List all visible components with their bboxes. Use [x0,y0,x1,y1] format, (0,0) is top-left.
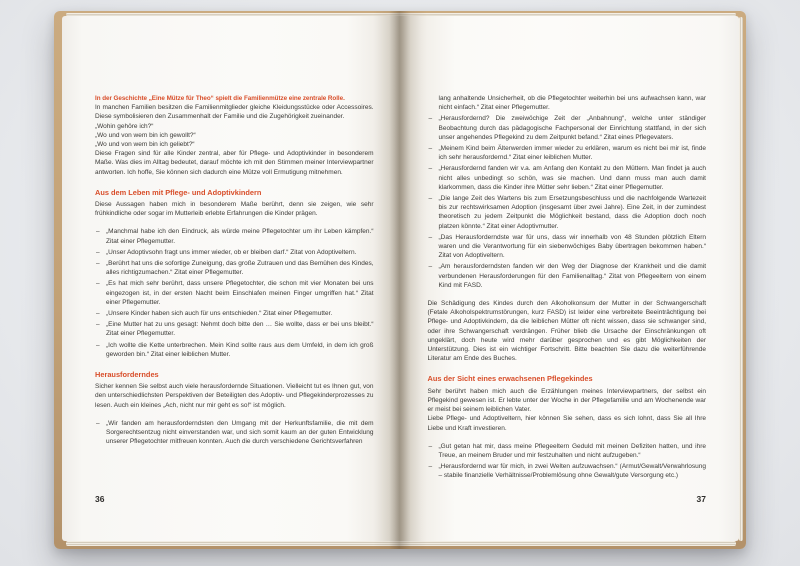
quote-item: – „Berührt hat uns die sofortige Zuneigung, das große Zutrauen und das Bemühen des Kindes, alles richtigzumachen.“ Zitat einer Pflegemutter. [95,259,374,277]
book-page-right [401,16,740,541]
quote-item: – „Unsere Kinder haben sich auch für uns entschieden.“ Zitat einer Pflegemutter. [95,309,374,318]
quote-item: – „Eine Mutter hat zu uns gesagt: Nehmt doch bitte den … Sie wollte, dass er bei uns bleibt.“ Zitat einer Pflegemutter. [95,320,374,338]
page-stack-edge-right [739,17,743,541]
question-line: „Wohin gehöre ich?“ [95,122,154,130]
intro-paragraph: In manchen Familien besitzen die Familienmitglieder gleiche Kleidungsstücke oder Accessoires. Diese symbolisieren den Zusammenhalt der Familie und die Zugehörigkeit zueinander. [95,104,374,121]
quote-item: – „Unser Adoptivsohn fragt uns immer wieder, ob er bleiben darf.“ Zitat von Adoptiveltern. [95,248,374,257]
section-heading-challenges: Herausforderndes [95,370,159,380]
quote-item: – „Herausfordernd? Die zweiwöchige Zeit der „Anbahnung“, welche unter ständiger Beobachtung durch das pädagogische Fachpersonal der Einrichtung stattfand, in der sich unser angehendes Pflegekind zu dem Zeitpunkt befand.“ Zitat eines Pflegevaters. [428,114,707,142]
quote-item: – „Ich wollte die Kette unterbrechen. Mein Kind sollte raus aus dem Umfeld, in dem ich groß geworden bin.“ Zitat einer leiblichen Mutter. [95,341,374,359]
question-line: „Wo und von wem bin ich geliebt?“ [95,141,195,149]
quote-item: – „Es hat mich sehr berührt, dass unsere Pflegetochter, die schon mit vier Monaten bei uns eingezogen ist, in der ersten Nacht beim Einschlafen meinen Finger umgriffen hat.“ Zitat einer Pflegemutter. [95,279,374,307]
quote-item: – „Herausfordernd war für mich, in zwei Welten aufzuwachsen.“ (Armut/Gewalt/Verwahrlosung – stabile finanzielle Verhältnisse/Problemlösung ohne Gewalt/gute Versorgung etc.) [428,462,707,480]
section-intro: Sehr berührt haben mich auch die Erzählungen meines Interviewpartners, der selbst ein Pflegekind gewesen ist. Er lebte unter der Woche in der Pflegefamilie und am Wochenende war er meist bei seinem leiblichen Vater. [427,387,706,414]
section-heading-life: Aus dem Leben mit Pflege- und Adoptivkindern [95,187,262,197]
open-book [54,11,746,549]
quote-list-challenges [95,419,374,447]
section-intro-2: Liebe Pflege- und Adoptiveltern, hier können Sie sehen, dass es sich lohnt, dass Sie all Ihre Liebe und Kraft investieren. [427,415,706,432]
fasd-paragraph: Die Schädigung des Kindes durch den Alkoholkonsum der Mutter in der Schwangerschaft (Fetale Alkoholspektrumstörungen, kurz FASD) ist leider eine verbreitete Beeinträchtigung bei Pflege- und Adoptivkindern, da die leiblichen Mütter oft nicht wissen, dass sie schwanger sind, oder ihre Schwangerschaft verdrängen. Früher blieb die Ursache der Einschränkungen oft ungeklärt, doch heute wird mehr darüber gesprochen und es gibt Möglichkeiten der Unterstützung. Dies ist ein wichtiger Fortschritt. Bitte beachten Sie dazu die weiterführende Literatur am Ende des Buches. [427,300,706,363]
quote-item: – „Manchmal habe ich den Eindruck, als würde meine Pflegetochter um ihr Leben kämpfen.“ Zitat einer Pflegemutter. [95,227,374,245]
quote-item: – „Am herausforderndsten fanden wir den Weg der Diagnose der Krankheit und die damit verbundenen Herausforderungen für den Familienalltag.“ Zitat von Pflegeeltern von einem Kind mit FASD. [428,262,707,290]
page-spread [62,16,739,541]
story-lead-heading: In der Geschichte „Eine Mütze für Theo“ spielt die Familienmütze eine zentrale Rolle. [95,95,345,102]
page-36-content [95,94,374,449]
section-intro: Sicher kennen Sie selbst auch viele herausfordernde Situationen. Vielleicht tut es Ihnen gut, von den unterschiedlichsten Perspektiven der Beteiligten des Adoptiv- und Pflegekinderprozesses zu lesen. Auch ein kleines „Ach, nicht nur mir geht es so!“ ist möglich. [95,383,374,409]
quote-item: – „Gut getan hat mir, dass meine Pflegeeltern Geduld mit meinen Defiziten hatten, und ihre Treue, an meinem Bruder und mir festzuhalten und nicht aufzugeben.“ [428,442,707,460]
quote-item: – „Meinem Kind beim Älterwerden immer wieder zu erklären, warum es nicht bei mir ist, finde ich sehr herausfordernd.“ Zitat einer leiblichen Mutter. [428,144,707,162]
quote-item: – „Das Herausforderndste war für uns, dass wir innerhalb von 48 Stunden plötzlich Eltern waren und die Verantwortung für ein siebenwöchiges Baby übertragen bekommen haben.“ Zitat von Adoptiveltern. [428,233,707,261]
quote-item: – „Herausfordernd fanden wir v.a. am Anfang den Kontakt zu den Müttern. Man findet ja auch nicht alles unbedingt so schön, was sie machen. Und dann muss man auch damit klarkommen, dass die Kinder ihre Mütter sehr lieben.“ Zitat einer Pflegemutter. [428,164,707,192]
quote-continuation: lang anhaltende Unsicherheit, ob die Pflegetochter weiterhin bei uns aufwachsen kann, war nicht einfach.“ Zitat einer Pflegemutter. [438,95,706,112]
page-number-left: 36 [95,494,105,504]
page-37-content [428,94,707,483]
quote-list-adult [428,442,707,481]
page-number-right: 37 [696,494,706,504]
question-line: „Wo und von wem bin ich gewollt?“ [95,131,196,139]
book-page-left [62,16,401,541]
section-intro: Diese Aussagen haben mich in besonderem Maße berührt, denn sie zeigen, wie sehr frühkindliche oder sogar im Mutterleib erlebte Erfahrungen die Kinder prägen. [95,201,374,218]
intro-paragraph-2: Diese Fragen sind für alle Kinder zentral, aber für Pflege- und Adoptivkinder in besonderem Maße. Was dies im Alltag bedeutet, darauf möchte ich mit den Stimmen meiner Interviewpartner antworten. Ich hoffe, Sie können sich dadurch eine Mütze voll Ermutigung mitnehmen. [95,150,374,176]
quote-item: – „Wir fanden am herausforderndsten den Umgang mit der Herkunftsfamilie, die mit dem Sorgerechtsentzug nicht einverstanden war, und sich somit kaum an der guten Entwicklung unserer Pflegetochter mitfreuen konnten. Auch die durch verschiedene Gerichtsverfahren [95,419,374,447]
quote-item: – „Die lange Zeit des Wartens bis zum Ersetzungsbeschluss und die nachfolgende Wartezeit bis zur rechtswirksamen Adoption (insgesamt über zwei Jahre). Eine Zeit, in der zumindest theoretisch zu jedem Zeitpunkt die Möglichkeit bestand, dass die Adoption doch noch platzen könnte.“ Zitat einer Adoptivmutter. [428,194,707,231]
section-heading-adult-foster-child: Aus der Sicht eines erwachsenen Pflegekindes [427,374,593,384]
quote-list-challenges-continued [428,114,707,290]
page-stack-edge-bottom [66,541,736,546]
quote-list-life [95,227,374,359]
